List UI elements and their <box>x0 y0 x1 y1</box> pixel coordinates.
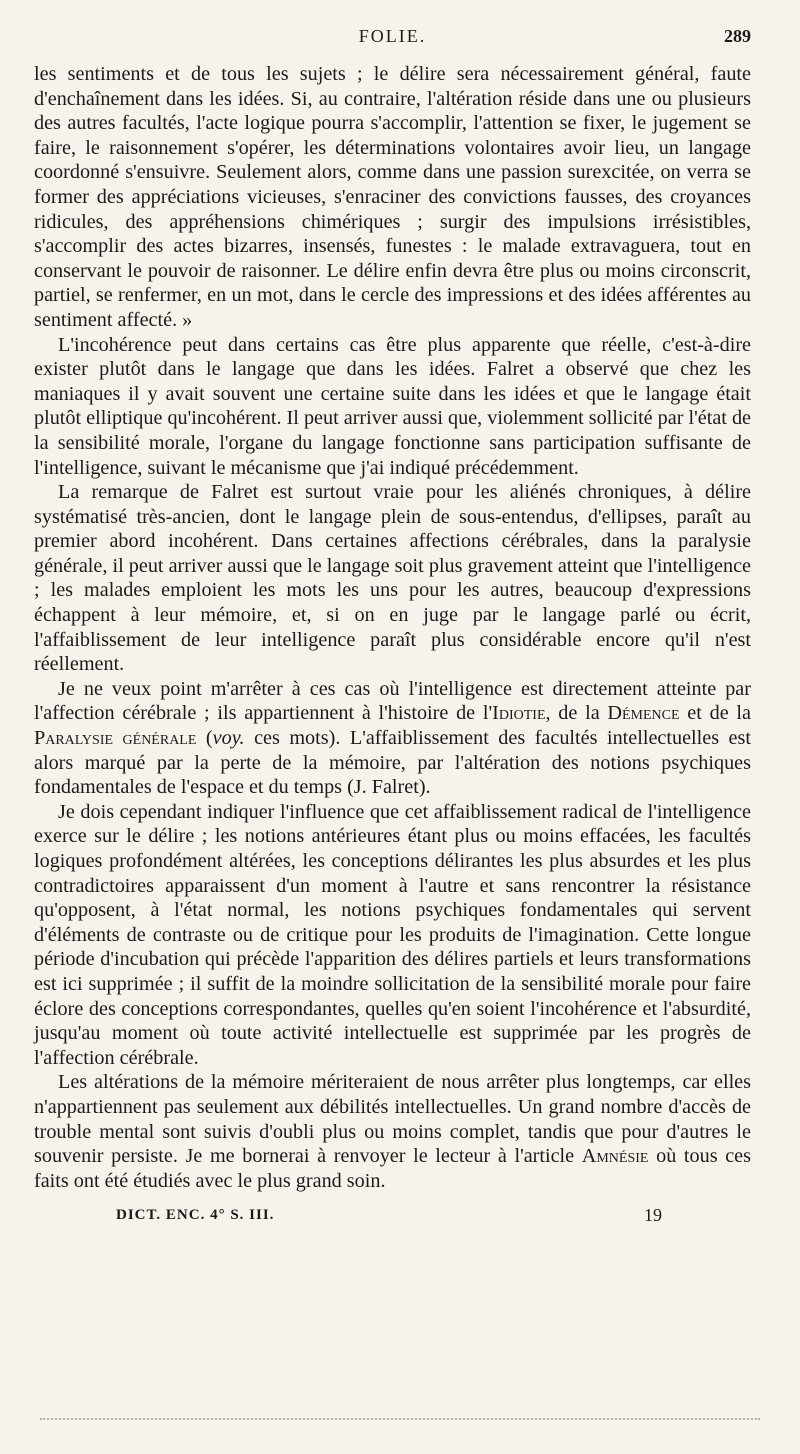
paragraph-6-text-1: Les altérations de la mémoire mériteraient de nous arrêter plus longtemps, car elles n'appartiennent pas seulement aux débilités intellectuelles. Un grand nombre d'accès de trouble mental sont suivis d'oubli plus ou moins complet, tandis que pour d'autres le souvenir persiste. Je me bornerai à renvoyer le lecteur à l'article <box>34 1071 751 1168</box>
paragraph-4-text-5: ces mots). L'affaiblissement des facultés intellectuelles est alors marqué par la perte de la mémoire, par l'altération des notions psychiques fondamentales de l'espace et du temps (J. Falret). <box>34 727 751 799</box>
sheet-number: 19 <box>644 1205 662 1226</box>
bottom-dotted-rule <box>40 1418 760 1420</box>
term-voy: voy. <box>212 727 245 750</box>
paragraph-1: les sentiments et de tous les sujets ; le délire sera nécessairement général, faute d'enchaînement dans les idées. Si, au contraire, l'altération réside dans une ou plusieurs des autres facultés, l'acte logique pourra s'accomplir, l'attention se fixer, le jugement se faire, le raisonnement s'opérer, les déterminations volontaires avoir lieu, un langage coordonné s'ensuivre. Seulement alors, comme dans une passion surexcitée, on verra se former des appréciations vicieuses, s'enraciner des convictions fausses, des croyances ridicules, des appréhensions chimériques ; surgir des impulsions irrésistibles, s'accomplir des actes bizarres, insensés, funestes : le malade extravaguera, tout en conservant le pouvoir de raisonner. Le délire enfin devra être plus ou moins circonscrit, partiel, se renfermer, en un mot, dans le cercle des impressions et des idées afférentes au sentiment affecté. » <box>34 63 751 331</box>
paragraph-3: La remarque de Falret est surtout vraie pour les aliénés chroniques, à délire systématisé très-ancien, dont le langage plein de sous-entendus, d'ellipses, paraît au premier abord incohérent. Dans certaines affections cérébrales, dans la paralysie générale, il peut arriver aussi que le langage soit plus gravement atteint que l'intelligence ; les malades emploient les mots les uns pour les autres, beaucoup d'expressions échappent à leur mémoire, et, si on en juge par le langage parlé ou écrit, l'affaiblissement de leur intelligence paraît plus considérable encore qu'il n'est réellement. <box>34 481 751 676</box>
document-page <box>34 26 751 1237</box>
term-amnesie: Amnésie <box>581 1145 649 1168</box>
paragraph-2: L'incohérence peut dans certains cas être plus apparente que réelle, c'est-à-dire exister plutôt dans le langage que dans les idées. Falret a observé que chez les maniaques il y avait souvent une certaine suite dans les idées et que le langage était plutôt elliptique qu'incohérent. Il peut arriver aussi que, violemment sollicité par l'état de la sensibilité morale, l'organe du langage fonctionne sans participation suffisante de l'intelligence, suivant le mécanisme que j'ai indiqué précédemment. <box>34 333 751 479</box>
page-footer <box>34 1207 751 1237</box>
term-idiotie: Idiotie <box>492 702 546 725</box>
printer-signature: DICT. ENC. 4° S. III. <box>116 1207 275 1224</box>
paragraph-6 <box>34 1070 751 1193</box>
running-title: FOLIE. <box>358 26 427 46</box>
paragraph-4-text-3: et de la <box>679 702 751 725</box>
term-demence: Démence <box>607 702 680 725</box>
paragraph-6-text-2: où tous ces faits ont été étudiés avec le plus grand soin. <box>34 1145 751 1192</box>
body-text <box>34 62 751 1193</box>
page-header <box>34 26 751 54</box>
paragraph-4-text-2: , de la <box>545 702 608 725</box>
paragraph-5: Je dois cependant indiquer l'influence que cet affaiblissement radical de l'intelligence exerce sur le délire ; les notions antérieures étant plus ou moins effacées, les facultés logiques profondément altérées, les conceptions délirantes les plus absurdes et les plus contradictoires apparaissent d'un moment à l'autre et sans rencontrer la résistance qu'opposent, à l'état normal, les notions psychiques fondamentales qui servent d'éléments de contraste ou de critique pour les produits de l'imagination. Cette longue période d'incubation qui précède l'apparition des délires partiels et leurs transformations est ici supprimée ; il suffit de la moindre sollicitation de la sensibilité morale pour faire éclore des conceptions correspondantes, quelles qu'en soient l'incohérence et l'absurdité, jusqu'au moment où toute activité intellectuelle est supprimée par les progrès de l'affection cérébrale. <box>34 800 751 1069</box>
paragraph-4 <box>34 677 751 800</box>
paragraph-4-text-1: Je ne veux point m'arrêter à ces cas où l'intelligence est directement atteinte par l'affection cérébrale ; ils appartiennent à l'histoire de l' <box>34 677 751 725</box>
term-paralysie-generale: Paralysie générale <box>34 727 197 750</box>
paragraph-4-text-4: ( <box>196 727 213 750</box>
page-number: 289 <box>724 26 751 46</box>
